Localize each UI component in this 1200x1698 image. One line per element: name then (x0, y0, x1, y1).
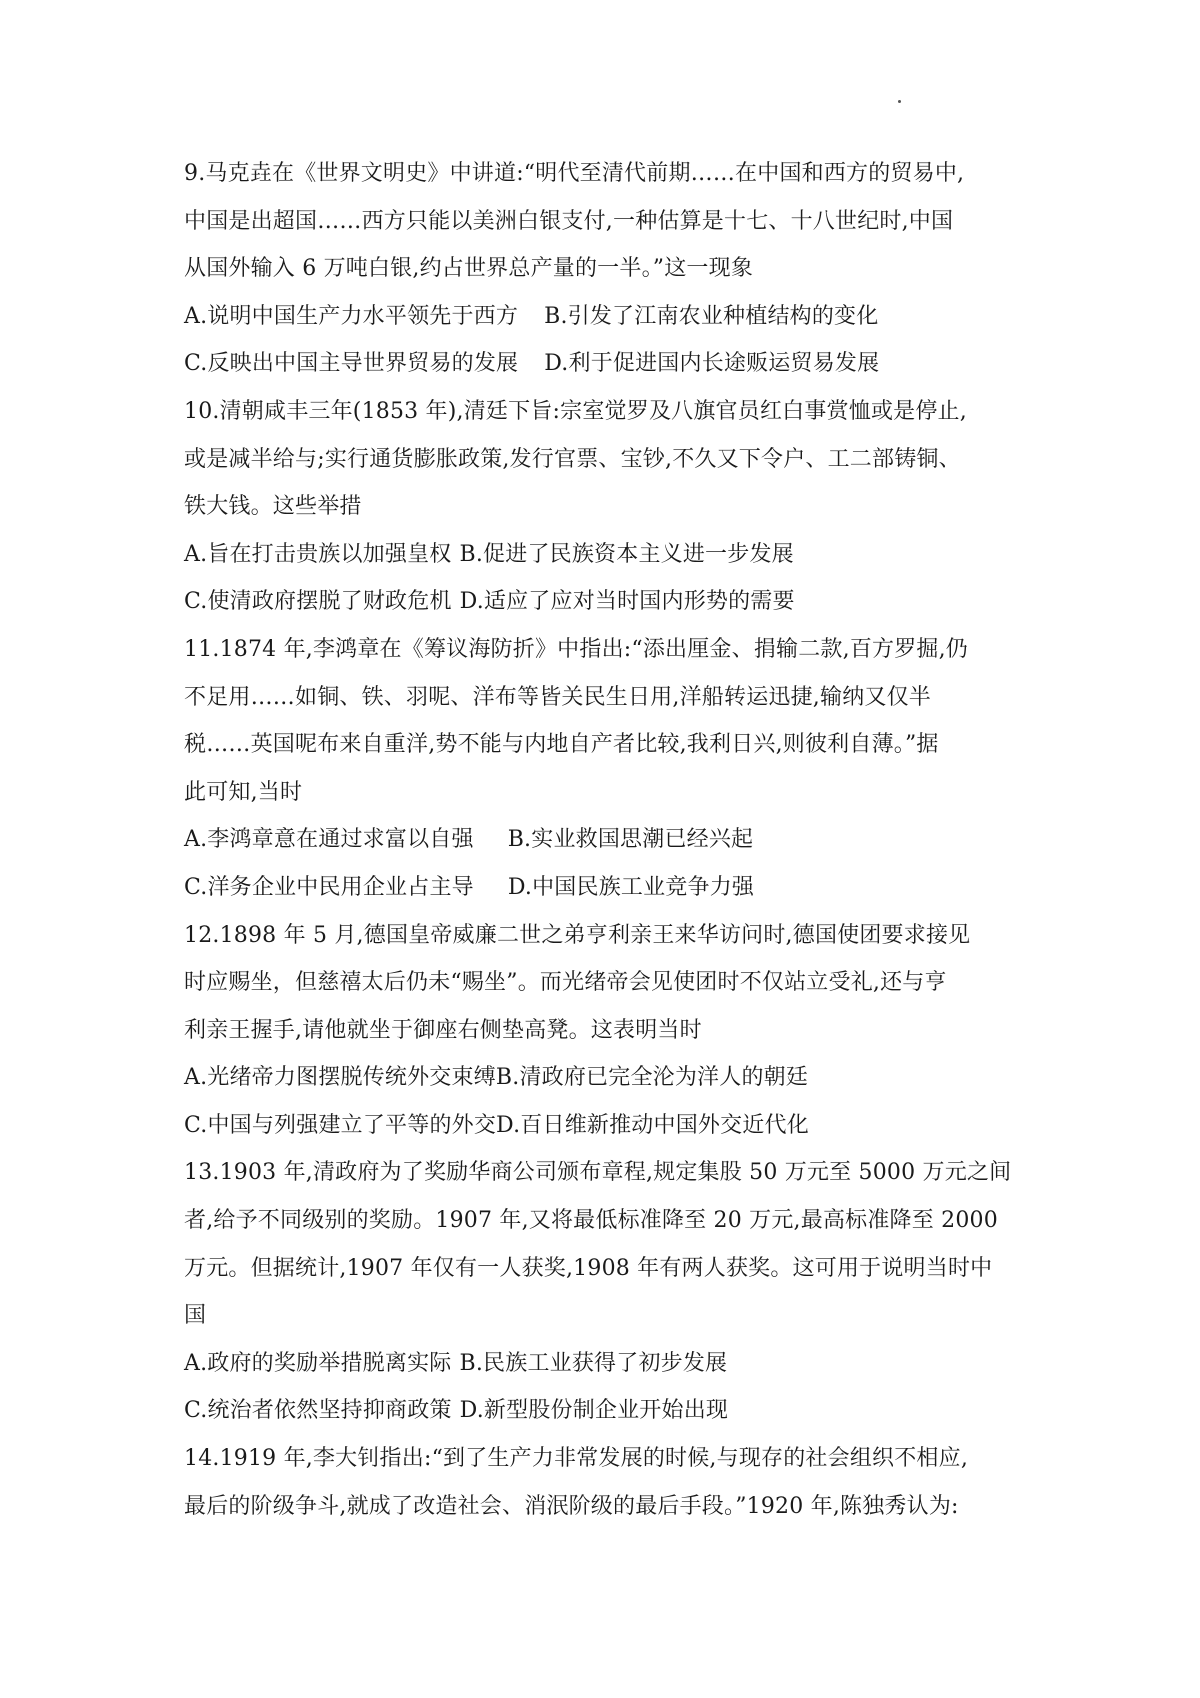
question-11-line-2: 不足用……如铜、铁、羽呢、洋布等皆关民生日用,洋船转运迅捷,输纳又仅半 (184, 684, 931, 710)
question-11-line-1: 11.1874 年,李鸿章在《筹议海防折》中指出:“添出厘金、捐输二款,百方罗掘,仍 (184, 636, 969, 662)
question-11-option-d[interactable]: D.中国民族工业竞争力强 (507, 874, 755, 900)
question-9-line-2: 中国是出超国……西方只能以美洲白银支付,一种估算是十七、十八世纪时,中国 (184, 208, 954, 234)
question-13-line-3: 万元。但据统计,1907 年仅有一人获奖,1908 年有两人获奖。这可用于说明当时中 (184, 1255, 993, 1281)
questions-content (184, 150, 1034, 1530)
question-9-option-d[interactable]: D.利于促进国内长途贩运贸易发展 (544, 351, 880, 377)
question-11-option-c[interactable]: C.洋务企业中民用企业占主导 (184, 874, 474, 900)
question-10-option-a[interactable]: A.旨在打击贵族以加强皇权 (184, 541, 452, 567)
question-12-option-d[interactable]: D.百日维新推动中国外交近代化 (496, 1112, 809, 1138)
question-9-line-1: 9.马克垚在《世界文明史》中讲道:“明代至清代前期……在中国和西方的贸易中, (184, 161, 965, 186)
scan-dot-mark (898, 100, 901, 103)
question-13-option-c[interactable]: C.统治者依然坚持抑商政策 (184, 1398, 452, 1424)
question-12 (184, 912, 1034, 1150)
question-9 (184, 150, 1034, 388)
question-14-line-1: 14.1919 年,李大钊指出:“到了生产力非常发展的时候,与现存的社会组织不相应, (184, 1446, 969, 1472)
question-13-line-1: 13.1903 年,清政府为了奖励华商公司颁布章程,规定集股 50 万元至 5000 万元之间 (184, 1160, 1012, 1186)
question-12-option-b[interactable]: B.清政府已完全沦为洋人的朝廷 (495, 1065, 809, 1091)
question-10-option-c[interactable]: C.使清政府摆脱了财政危机 (184, 589, 452, 615)
question-10 (184, 388, 1034, 626)
question-11-line-4: 此可知,当时 (184, 779, 303, 805)
question-13-options-row-2 (184, 1387, 1034, 1435)
question-12-options-row-2 (184, 1102, 1034, 1150)
question-11 (184, 626, 1034, 912)
question-11-option-a[interactable]: A.李鸿章意在通过求富以自强 (184, 827, 474, 853)
question-10-options-row-1 (184, 531, 1034, 579)
question-10-option-b[interactable]: B.促进了民族资本主义进一步发展 (459, 541, 794, 567)
question-11-options-row-1 (184, 816, 1034, 864)
question-10-options-row-2 (184, 578, 1034, 626)
question-9-option-b[interactable]: B.引发了江南农业种植结构的变化 (544, 303, 879, 329)
question-10-line-1: 10.清朝咸丰三年(1853 年),清廷下旨:宗室觉罗及八旗官员红白事赏恤或是停止, (184, 398, 967, 424)
question-12-option-a[interactable]: A.光绪帝力图摆脱传统外交束缚 (184, 1065, 496, 1091)
question-12-options-row-1 (184, 1054, 1034, 1102)
question-9-line-3: 从国外输入 6 万吨白银,约占世界总产量的一半。”这一现象 (184, 256, 754, 282)
question-9-options-row-2 (184, 340, 1034, 388)
question-13-options-row-1 (184, 1340, 1034, 1388)
question-13-line-4: 国 (184, 1303, 207, 1329)
question-10-option-d[interactable]: D.适应了应对当时国内形势的需要 (459, 589, 795, 615)
question-13 (184, 1149, 1034, 1435)
question-9-option-a[interactable]: A.说明中国生产力水平领先于西方 (184, 303, 519, 329)
question-14 (184, 1435, 1034, 1530)
question-12-line-1: 12.1898 年 5 月,德国皇帝威廉二世之弟亨利亲王来华访问时,德国使团要求接见 (184, 922, 971, 948)
question-12-line-3: 利亲王握手,请他就坐于御座右侧垫高凳。这表明当时 (184, 1017, 702, 1043)
question-12-option-c[interactable]: C.中国与列强建立了平等的外交 (184, 1112, 497, 1138)
question-12-line-2: 时应赐坐，但慈禧太后仍未“赐坐”。而光绪帝会见使团时不仅站立受礼,还与亨 (184, 970, 947, 996)
question-9-option-c[interactable]: C.反映出中国主导世界贸易的发展 (184, 351, 519, 377)
question-11-options-row-2 (184, 864, 1034, 912)
question-13-option-a[interactable]: A.政府的奖励举措脱离实际 (184, 1350, 452, 1376)
question-14-line-2: 最后的阶级争斗,就成了改造社会、消泯阶级的最后手段。”1920 年,陈独秀认为: (184, 1493, 959, 1519)
question-13-line-2: 者,给予不同级别的奖励。1907 年,又将最低标准降至 20 万元,最高标准降至 2000 (184, 1208, 998, 1234)
question-10-line-3: 铁大钱。这些举措 (184, 494, 362, 520)
question-11-option-b[interactable]: B.实业救国思潮已经兴起 (507, 827, 754, 853)
question-10-line-2: 或是减半给与;实行通货膨胀政策,发行官票、宝钞,不久又下令户、工二部铸铜、 (184, 446, 961, 472)
question-9-options-row-1 (184, 293, 1034, 341)
question-13-option-b[interactable]: B.民族工业获得了初步发展 (459, 1350, 728, 1376)
question-11-line-3: 税……英国呢布来自重洋,势不能与内地自产者比较,我利日兴,则彼利自薄。”据 (184, 732, 939, 758)
question-13-option-d[interactable]: D.新型股份制企业开始出现 (459, 1398, 729, 1424)
